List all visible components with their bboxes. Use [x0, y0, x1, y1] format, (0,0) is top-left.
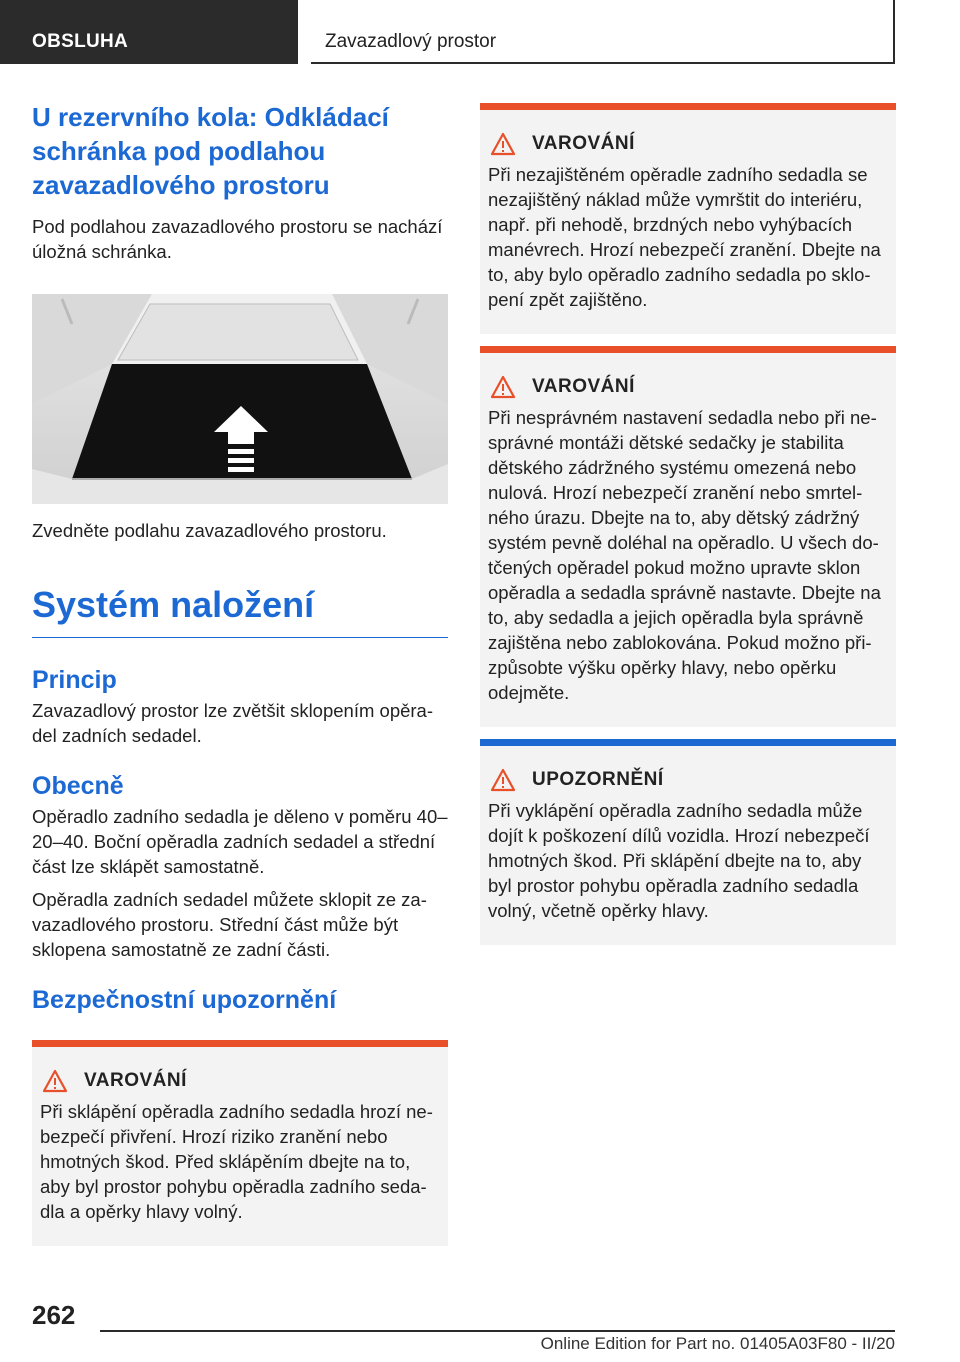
header-chapter-tab: [311, 0, 895, 64]
princip-heading: Princip: [32, 666, 117, 694]
spare-wheel-heading: U rezervního kola: Odkládací schránka pod podlahou zavazadlového prostoru: [32, 102, 389, 200]
header-section-label: OBSLUHA: [32, 31, 129, 52]
warning-text: Při nesprávném nastavení sedadla nebo při ne-správné montáži dětské sedačky je stabilita dětského zádržného systému omezená nebo nulová. Hrozí nebezpečí zranění nebo smrtel-ného úrazu. Dbejte na to, aby dětský zádržný systém pevně doléhal na opěradlo. U všech do-tčených opěradel pokud možno upravte sklon opěradla a sedadla správně nastavte. Dbejte na to, aby sedadla a jejich opěradla byla správně zajištěna nebo zablokována. Pokud možno při-způsobte výšku opěrky hlavy, nebo opěrku odejměte.: [488, 407, 881, 703]
photo-caption: Zvedněte podlahu zavazadlového prostoru.: [32, 520, 387, 541]
warning-box-3: [480, 346, 896, 727]
warning-box-2: [480, 103, 896, 334]
footer-divider: [100, 1330, 895, 1332]
princip-text: Zavazadlový prostor lze zvětšit sklopením opěra-del zadních sedadel.: [32, 700, 434, 746]
warning-text: Při nezajištěném opěradle zadního sedadla se nezajištěný náklad může vymrštit do interiéru, např. při nehodě, brzdných nebo vyhýbacích manévrech. Hrozí nebezpečí zranění. Dbejte na to, aby bylo opěradlo zadního sedadla po sklo-pení zpět zajištěno.: [488, 164, 881, 310]
warning-triangle-icon: [490, 132, 516, 156]
warning-triangle-icon: [490, 375, 516, 399]
safety-heading: Bezpečnostní upozornění: [32, 986, 337, 1014]
notice-box-1: [480, 739, 896, 945]
warning-title: VAROVÁNÍ: [532, 133, 635, 154]
warning-title: VAROVÁNÍ: [532, 376, 635, 397]
warning-title: VAROVÁNÍ: [84, 1070, 187, 1091]
warning-box-1: [32, 1040, 448, 1246]
trunk-floor-photo: [32, 294, 448, 504]
obecne-text-1: Opěradlo zadního sedadla je děleno v poměru 40–20–40. Boční opěradla zadních sedadel a střední část lze sklápět samostatně.: [32, 806, 448, 877]
warning-triangle-icon: [490, 768, 516, 792]
system-heading: Systém naložení: [32, 583, 448, 638]
warning-triangle-icon: [42, 1069, 68, 1093]
header-section-tab: [0, 0, 298, 64]
obecne-text-2: Opěradla zadních sedadel můžete sklopit ze za-vazadlového prostoru. Střední část může být sklopena samostatně ze zadní části.: [32, 889, 427, 960]
header-chapter-label: Zavazadlový prostor: [325, 31, 497, 52]
obecne-heading: Obecně: [32, 772, 124, 800]
left-column: [32, 100, 448, 1246]
notice-title: UPOZORNĚNÍ: [532, 769, 664, 790]
notice-text: Při vyklápění opěradla zadního sedadla může dojít k poškození dílů vozidla. Hrozí nebezpečí hmotných škod. Při sklápění dbejte na to, aby byl prostor pohybu opěradla zadního sedadla volný, včetně opěrky hlavy.: [488, 800, 870, 921]
page-number: 262: [32, 1300, 76, 1330]
right-column: [480, 103, 896, 945]
spare-wheel-text: Pod podlahou zavazadlového prostoru se nachází úložná schránka.: [32, 216, 443, 262]
footer-edition: Online Edition for Part no. 01405A03F80 - II/20: [540, 1334, 895, 1353]
warning-text: Při sklápění opěradla zadního sedadla hrozí ne-bezpečí přivření. Hrozí riziko zranění nebo hmotných škod. Před sklápěním dbejte na to, aby byl prostor pohybu opěradla zadního seda-dla a opěrky hlavy volný.: [40, 1101, 433, 1222]
